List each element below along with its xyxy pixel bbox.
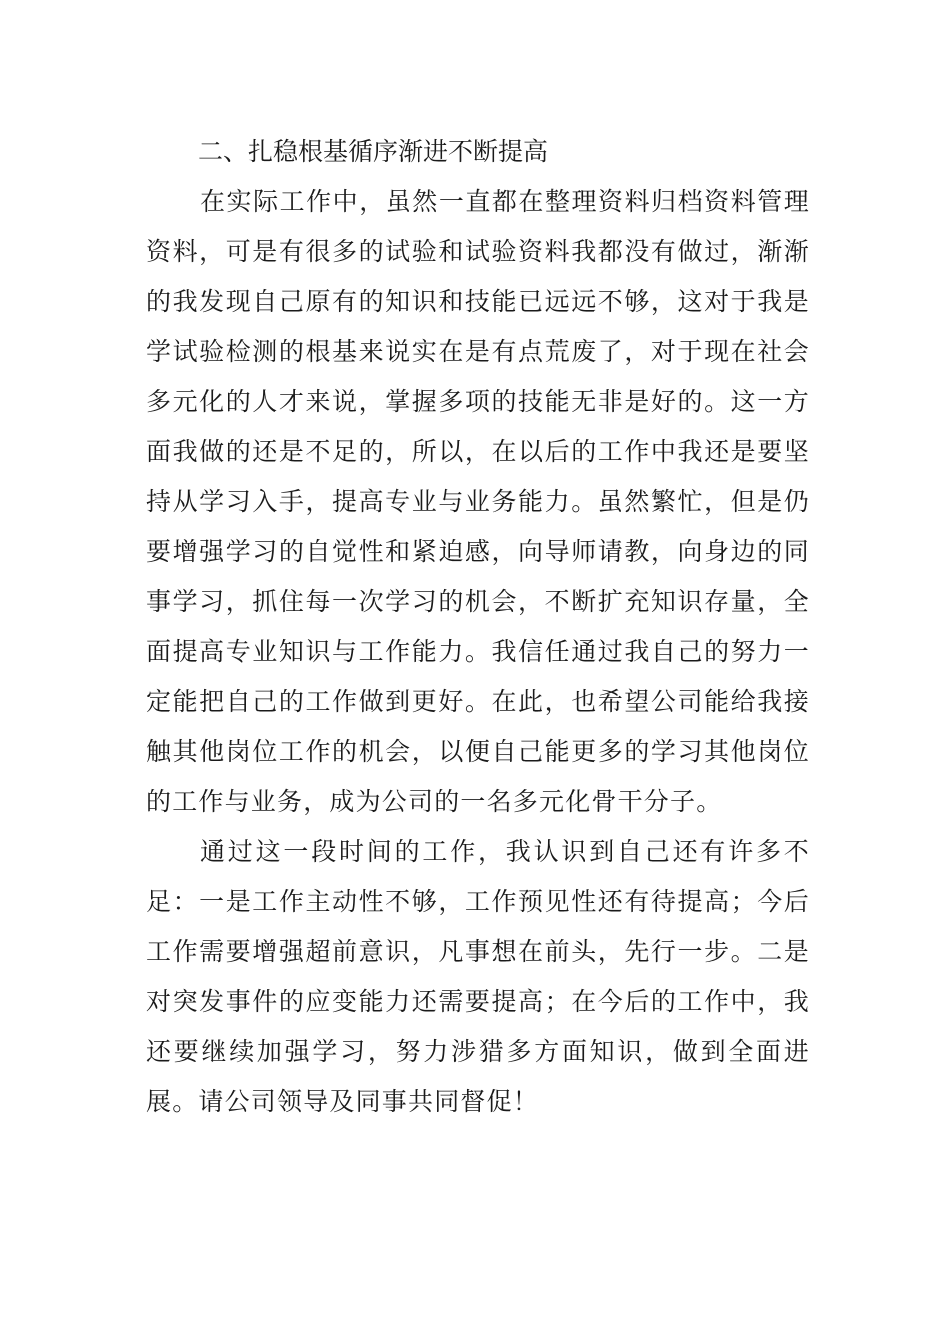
section-heading: 二、扎稳根基循序渐进不断提高 — [198, 137, 549, 166]
paragraph-2: 通过这一段时间的工作，我认识到自己还有许多不足：一是工作主动性不够，工作预见性还有待提高；今后工作需要增强超前意识，凡事想在前头，先行一步。二是对突发事件的应变能力还需要提高；在今后的工作中，我还要继续加强学习，努力涉猎多方面知识，做到全面进展。请公司领导及同事共同督促！ — [146, 837, 810, 1116]
document-body — [146, 127, 810, 1127]
paragraph-1: 在实际工作中，虽然一直都在整理资料归档资料管理资料，可是有很多的试验和试验资料我都没有做过，渐渐的我发现自己原有的知识和技能已远远不够，这对于我是学试验检测的根基来说实在是有点荒废了，对于现在社会多元化的人才来说，掌握多项的技能无非是好的。这一方面我做的还是不足的，所以，在以后的工作中我还是要坚持从学习入手，提高专业与业务能力。虽然繁忙，但是仍要增强学习的自觉性和紧迫感，向导师请教，向身边的同事学习，抓住每一次学习的机会，不断扩充知识存量，全面提高专业知识与工作能力。我信任通过我自己的努力一定能把自己的工作做到更好。在此，也希望公司能给我接触其他岗位工作的机会，以便自己能更多的学习其他岗位的工作与业务，成为公司的一名多元化骨干分子。 — [146, 187, 810, 816]
